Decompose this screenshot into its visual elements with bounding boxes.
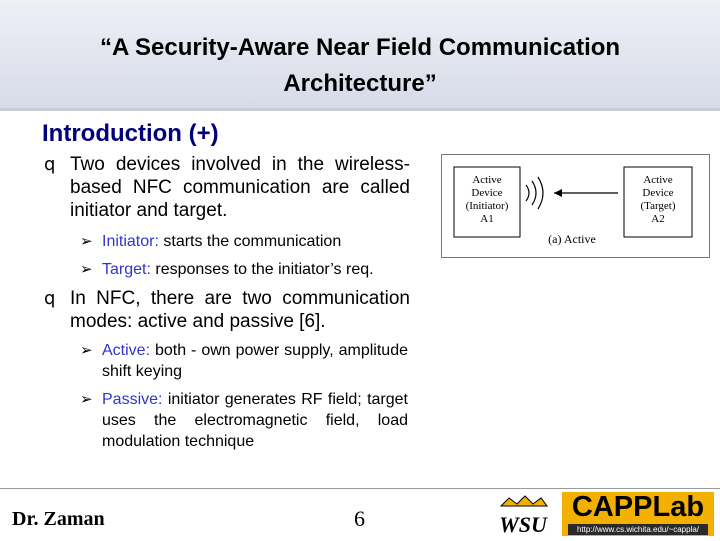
diagram-caption: (a) Active bbox=[548, 232, 596, 246]
bullet-item bbox=[44, 287, 410, 333]
initiator-line: Device bbox=[471, 187, 503, 199]
rf-wave-icon bbox=[526, 185, 529, 201]
rf-wave-icon bbox=[538, 177, 543, 209]
bullet-marker: q bbox=[44, 288, 56, 309]
page-number: 6 bbox=[354, 506, 365, 531]
bullet-text: In NFC, there are two communication modes: active and passive [6]. bbox=[70, 288, 410, 332]
arrow-bullet-icon: ➢ bbox=[80, 232, 93, 250]
sub-bullet-item bbox=[80, 340, 408, 382]
target-line: Active bbox=[643, 174, 673, 186]
bullet-item bbox=[44, 153, 410, 222]
rf-wave-icon bbox=[532, 181, 536, 205]
term-label: Passive: bbox=[102, 391, 163, 408]
target-line: A2 bbox=[651, 213, 665, 225]
bullet-marker: q bbox=[44, 154, 56, 175]
bullet-text: Two devices involved in the wireless-based NFC communication are called initiator and target. bbox=[70, 154, 410, 221]
sub-bullet-item bbox=[80, 259, 420, 280]
sub-bullet-item bbox=[80, 231, 410, 252]
term-description: initiator generates RF field; target uses the electromagnetic field, load modulation technique bbox=[102, 391, 408, 450]
target-line: (Target) bbox=[640, 200, 676, 212]
section-heading: Introduction (+) bbox=[42, 120, 219, 147]
term-label: Initiator: bbox=[102, 233, 159, 250]
initiator-line: A1 bbox=[480, 213, 494, 225]
term-label: Target: bbox=[102, 261, 151, 278]
footer-divider bbox=[0, 488, 720, 489]
term-label: Active: bbox=[102, 342, 151, 359]
wsu-logo-text: WSU bbox=[499, 512, 547, 536]
lab-url: http://www.cs.wichita.edu/~cappla/ bbox=[568, 524, 708, 535]
sub-bullet-item bbox=[80, 389, 408, 452]
wsu-logo bbox=[495, 492, 551, 536]
term-description: starts the communication bbox=[158, 233, 342, 250]
term-description: both - own power supply, amplitude shift keying bbox=[102, 342, 408, 380]
arrow-bullet-icon: ➢ bbox=[80, 260, 93, 278]
initiator-line: (Initiator) bbox=[465, 200, 509, 212]
diagram-drawing bbox=[442, 155, 709, 257]
initiator-line: Active bbox=[472, 174, 502, 186]
target-line: Device bbox=[642, 187, 674, 199]
arrow-bullet-icon: ➢ bbox=[80, 341, 93, 359]
wheat-shock-icon bbox=[501, 496, 547, 506]
term-description: responses to the initiator’s req. bbox=[150, 261, 374, 278]
footer-author: Dr. Zaman bbox=[12, 508, 105, 530]
arrow-bullet-icon: ➢ bbox=[80, 390, 93, 408]
lab-name: CAPPLab bbox=[571, 491, 705, 523]
nfc-active-mode-diagram bbox=[441, 154, 710, 258]
cappl-logo bbox=[562, 492, 714, 536]
arrow-head-icon bbox=[554, 189, 562, 197]
slide-title: “A Security-Aware Near Field Communication Architecture” bbox=[99, 34, 621, 97]
